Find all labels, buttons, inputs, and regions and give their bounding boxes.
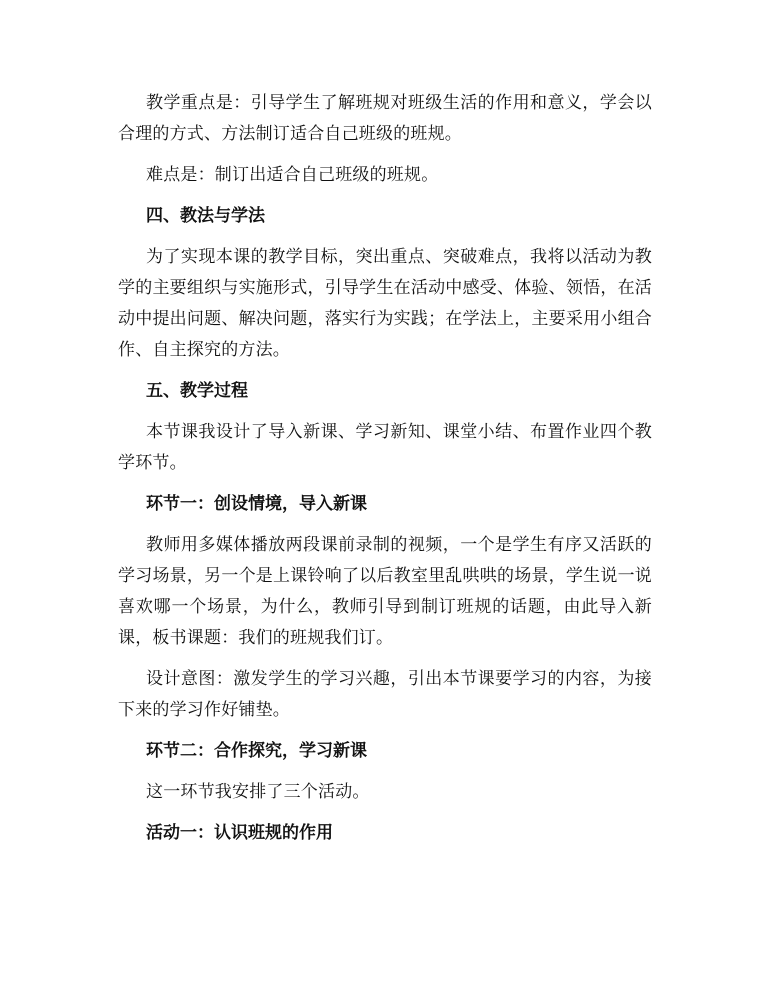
section-heading-methods: 四、教法与学法 <box>146 206 265 226</box>
step-two-intro-paragraph: 这一环节我安排了三个活动。 <box>146 782 370 802</box>
subheading-activity-one: 活动一：认识班规的作用 <box>146 823 333 843</box>
step-one-paragraph: 教师用多媒体播放两段课前录制的视频，一个是学生有序又活跃的学习场景，另一个是上课铃响了以后教室里乱哄哄的场景，学生说一说喜欢哪一个场景，为什么，教师引导到制订班规的话题，由此导入新课，板书课题：我们的班规我们订。 <box>118 535 652 648</box>
design-intent-paragraph: 设计意图：激发学生的学习兴趣，引出本节课要学习的内容，为接下来的学习作好铺垫。 <box>118 669 652 720</box>
difficulty-paragraph: 难点是：制订出适合自己班级的班规。 <box>146 165 439 185</box>
methods-paragraph: 为了实现本课的教学目标，突出重点、突破难点，我将以活动为教学的主要组织与实施形式，引导学生在活动中感受、体验、领悟，在活动中提出问题、解决问题，落实行为实践；在学法上，主要采用小组合作、自主探究的方法。 <box>118 247 652 360</box>
subheading-step-two: 环节二：合作探究，学习新课 <box>146 741 367 761</box>
subheading-step-one: 环节一：创设情境，导入新课 <box>146 494 367 514</box>
section-heading-process: 五、教学过程 <box>146 381 248 401</box>
process-intro-paragraph: 本节课我设计了导入新课、学习新知、课堂小结、布置作业四个教学环节。 <box>118 422 652 473</box>
key-points-paragraph: 教学重点是：引导学生了解班规对班级生活的作用和意义，学会以合理的方式、方法制订适合自己班级的班规。 <box>118 93 652 144</box>
